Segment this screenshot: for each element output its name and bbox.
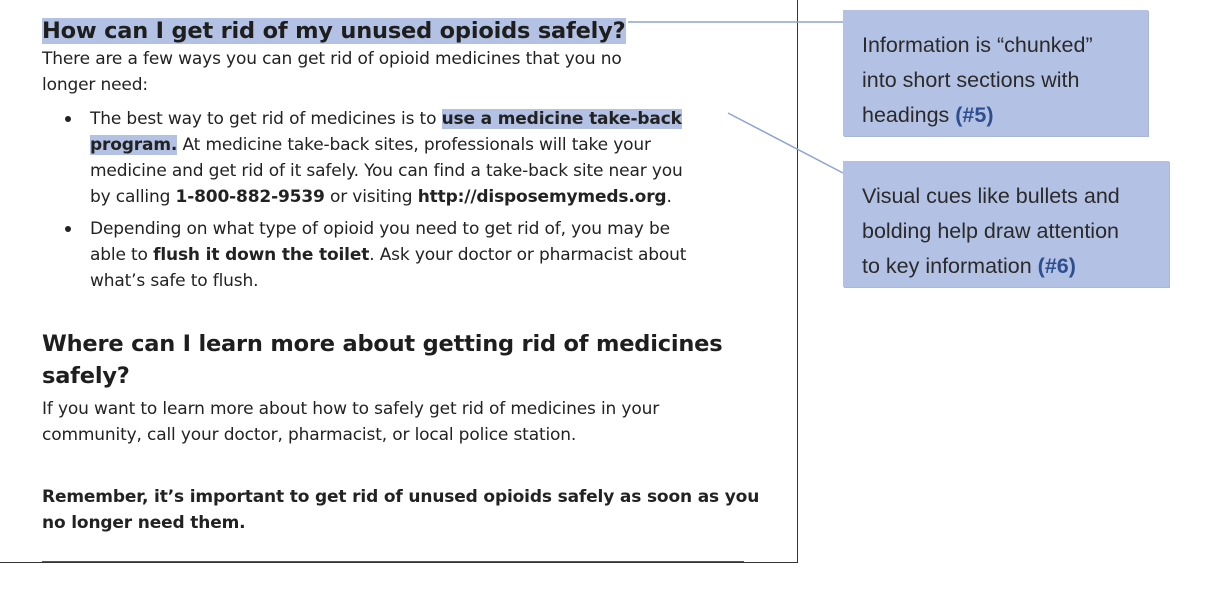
bullet-line [90,132,683,158]
callout-line [862,98,1130,133]
bullet-text: At medicine take-back sites, professionals will take your [177,135,651,155]
intro-paragraph [42,46,622,98]
remember-paragraph [42,484,759,536]
section-heading-learn-more: Where can I learn more about getting rid of medicines safely? [42,331,723,389]
paragraph-line: If you want to learn more about how to safely get rid of medicines in your [42,399,660,419]
bullet-text: . [666,187,672,207]
paragraph-line: Remember, it’s important to get rid of unused opioids safely as soon as you [42,487,760,507]
bullet-text: by calling [90,187,176,207]
bottom-rule [42,561,744,562]
bullet-item-take-back [90,106,683,210]
callout-reference: (#5) [955,103,994,127]
intro-line: There are a few ways you can get rid of opioid medicines that you no [42,49,622,69]
bullet-text: The best way to get rid of medicines is to [90,109,442,129]
bold-highlight: use a medicine take-back [441,109,682,129]
bullet-line [90,106,683,132]
bold-phrase: flush it down the toilet [153,245,370,265]
bullet-line: what’s safe to flush. [90,271,259,291]
callout-line: Information is “chunked” [862,33,1093,57]
callout-line [862,249,1151,284]
callout-text: headings [862,103,956,127]
bullet-line [90,184,683,210]
section-heading-dispose [42,18,626,44]
callout-line: bolding help draw attention [862,219,1119,243]
bullet-text: able to [90,245,154,265]
paragraph-line: no longer need them. [42,513,246,533]
learn-more-paragraph [42,396,659,448]
intro-line: longer need: [42,75,148,95]
callout-text: to key information [862,254,1038,278]
bullet-line: medicine and get rid of it safely. You can find a take-back site near you [90,161,683,181]
callout-visual-cues [843,161,1169,287]
bullet-point [65,116,71,122]
phone-number: 1-800-882-9539 [175,187,325,207]
bullet-item-flush [90,216,686,294]
heading-highlight: How can I get rid of my unused opioids safely? [42,18,626,44]
bold-highlight: program. [90,135,178,155]
bullet-text: or visiting [324,187,418,207]
bullet-point [65,226,71,232]
callout-line: into short sections with [862,68,1080,92]
bullet-text: . Ask your doctor or pharmacist about [369,245,687,265]
bullet-line [90,242,686,268]
bullet-line: Depending on what type of opioid you need to get rid of, you may be [90,219,670,239]
callout-line: Visual cues like bullets and [862,184,1120,208]
website-url: http://disposemymeds.org [417,187,667,207]
callout-reference: (#6) [1037,254,1076,278]
callout-chunked [843,10,1148,136]
paragraph-line: community, call your doctor, pharmacist, or local police station. [42,425,577,445]
